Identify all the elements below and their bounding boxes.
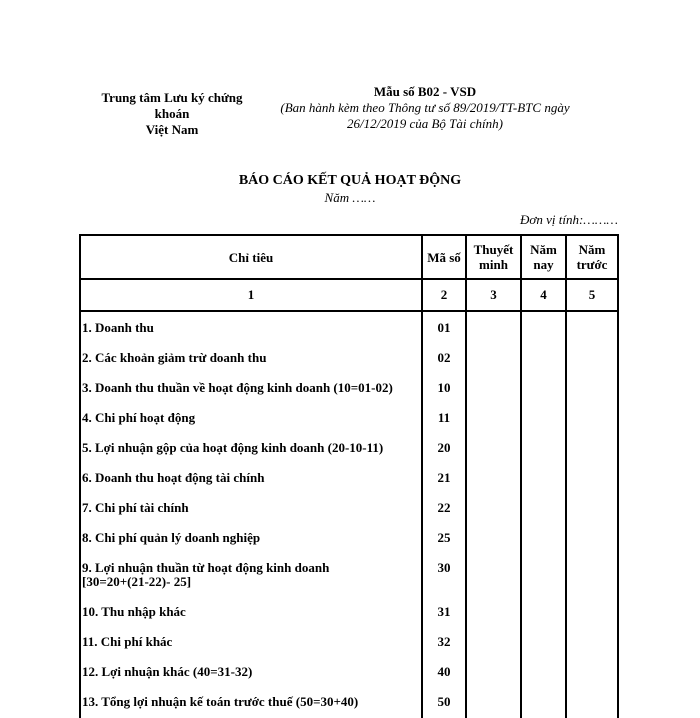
org-line-1: Trung tâm Lưu ký chứng — [101, 90, 243, 105]
row-current-year-cell — [521, 554, 566, 598]
row-current-year-cell — [521, 494, 566, 524]
row-previous-year-cell — [566, 311, 618, 344]
row-label: 8. Chi phí quản lý doanh nghiệp — [80, 524, 422, 554]
row-label: 12. Lợi nhuận khác (40=31-32) — [80, 658, 422, 688]
column-number-row — [80, 279, 618, 311]
row-label: 3. Doanh thu thuần về hoạt động kinh doanh (10=01-02) — [80, 374, 422, 404]
row-note-cell — [466, 404, 521, 434]
row-label: 6. Doanh thu hoạt động tài chính — [80, 464, 422, 494]
row-code: 20 — [422, 434, 466, 464]
row-current-year-cell — [521, 628, 566, 658]
row-label-line-2: [30=20+(21-22)- 25] — [82, 574, 192, 589]
row-current-year-cell — [521, 434, 566, 464]
table-row — [80, 628, 618, 658]
row-label: 4. Chi phí hoạt động — [80, 404, 422, 434]
row-label: 5. Lợi nhuận gộp của hoạt động kinh doanh (20-10-11) — [80, 434, 422, 464]
table-row — [80, 374, 618, 404]
table-row — [80, 688, 618, 718]
row-code: 21 — [422, 464, 466, 494]
column-number: 1 — [80, 279, 422, 311]
row-code: 30 — [422, 554, 466, 598]
row-previous-year-cell — [566, 464, 618, 494]
row-note-cell — [466, 464, 521, 494]
row-current-year-cell — [521, 374, 566, 404]
row-note-cell — [466, 554, 521, 598]
row-note-cell — [466, 434, 521, 464]
row-note-cell — [466, 598, 521, 628]
form-note-line-1: (Ban hành kèm theo Thông tư số 89/2019/TT-BTC ngày — [280, 100, 570, 115]
row-label: 10. Thu nhập khác — [80, 598, 422, 628]
organization-name — [90, 90, 254, 138]
form-note-line-2: 26/12/2019 của Bộ Tài chính) — [347, 116, 503, 131]
row-current-year-cell — [521, 598, 566, 628]
row-previous-year-cell — [566, 554, 618, 598]
org-line-3: Việt Nam — [145, 122, 199, 137]
row-note-cell — [466, 494, 521, 524]
row-code: 50 — [422, 688, 466, 718]
row-code: 10 — [422, 374, 466, 404]
row-previous-year-cell — [566, 494, 618, 524]
header-nam-truoc-line-1: Năm — [578, 242, 606, 257]
table-header-row — [80, 235, 618, 279]
header-thuyet-minh-line-2: minh — [479, 257, 508, 272]
table-row — [80, 464, 618, 494]
row-code: 25 — [422, 524, 466, 554]
row-note-cell — [466, 688, 521, 718]
row-previous-year-cell — [566, 688, 618, 718]
table-row — [80, 658, 618, 688]
row-previous-year-cell — [566, 374, 618, 404]
row-note-cell — [466, 628, 521, 658]
header-nam-truoc — [566, 235, 618, 279]
row-code: 40 — [422, 658, 466, 688]
header-chi-tieu: Chỉ tiêu — [80, 235, 422, 279]
report-title: BÁO CÁO KẾT QUẢ HOẠT ĐỘNG — [238, 173, 462, 188]
row-label: 13. Tổng lợi nhuận kế toán trước thuế (50=30+40) — [80, 688, 422, 718]
row-previous-year-cell — [566, 598, 618, 628]
row-label: 2. Các khoản giảm trừ doanh thu — [80, 344, 422, 374]
row-code: 32 — [422, 628, 466, 658]
header-ma-so: Mã số — [422, 235, 466, 279]
row-code: 31 — [422, 598, 466, 628]
header-nam-truoc-line-2: trước — [576, 257, 608, 272]
row-code: 01 — [422, 311, 466, 344]
table-row — [80, 311, 618, 344]
table-row — [80, 598, 618, 628]
row-previous-year-cell — [566, 524, 618, 554]
row-previous-year-cell — [566, 658, 618, 688]
row-label — [80, 554, 422, 598]
row-previous-year-cell — [566, 404, 618, 434]
row-label-line-1: 9. Lợi nhuận thuần từ hoạt động kinh doanh — [82, 560, 330, 575]
table-row — [80, 554, 618, 598]
report-year: Năm …… — [324, 190, 376, 205]
table-row — [80, 434, 618, 464]
form-header — [265, 84, 585, 132]
header-thuyet-minh — [466, 235, 521, 279]
row-note-cell — [466, 374, 521, 404]
table-row — [80, 344, 618, 374]
row-code: 11 — [422, 404, 466, 434]
row-label: 11. Chi phí khác — [80, 628, 422, 658]
row-label: 7. Chi phí tài chính — [80, 494, 422, 524]
table-row — [80, 404, 618, 434]
row-current-year-cell — [521, 464, 566, 494]
row-current-year-cell — [521, 311, 566, 344]
row-current-year-cell — [521, 404, 566, 434]
row-previous-year-cell — [566, 628, 618, 658]
row-previous-year-cell — [566, 434, 618, 464]
header-nam-nay-line-1: Năm — [530, 242, 557, 257]
row-code: 22 — [422, 494, 466, 524]
column-number: 3 — [466, 279, 521, 311]
currency-unit: Đơn vị tính:……… — [520, 212, 618, 227]
row-label: 1. Doanh thu — [80, 311, 422, 344]
income-statement-table — [79, 234, 619, 718]
column-number: 2 — [422, 279, 466, 311]
org-line-2: khoán — [154, 106, 190, 121]
row-note-cell — [466, 524, 521, 554]
row-current-year-cell — [521, 344, 566, 374]
row-code: 02 — [422, 344, 466, 374]
form-code: Mẫu số B02 - VSD — [373, 84, 477, 99]
row-note-cell — [466, 311, 521, 344]
row-current-year-cell — [521, 524, 566, 554]
header-thuyet-minh-line-1: Thuyết — [473, 242, 514, 257]
column-number: 4 — [521, 279, 566, 311]
column-number: 5 — [566, 279, 618, 311]
table-row — [80, 524, 618, 554]
row-note-cell — [466, 344, 521, 374]
table-row — [80, 494, 618, 524]
header-nam-nay-line-2: nay — [533, 257, 554, 272]
row-current-year-cell — [521, 658, 566, 688]
header-nam-nay — [521, 235, 566, 279]
row-note-cell — [466, 658, 521, 688]
row-previous-year-cell — [566, 344, 618, 374]
row-current-year-cell — [521, 688, 566, 718]
